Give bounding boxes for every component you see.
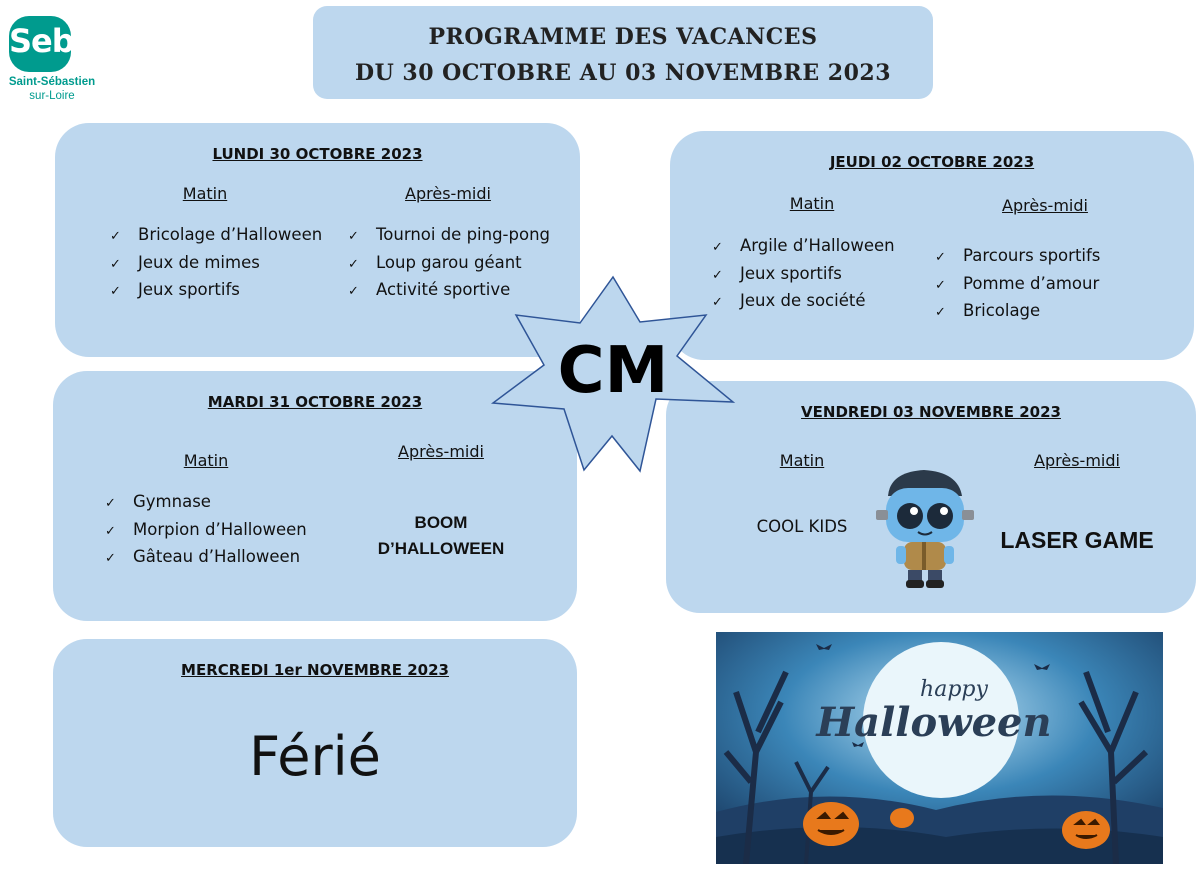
afternoon-label: Après-midi: [1002, 196, 1088, 215]
holiday-text: Férié: [249, 725, 381, 788]
afternoon-activity: [353, 510, 529, 562]
halloween-image-text-line1: happy: [920, 677, 988, 702]
list-item: ✓ Gymnase: [105, 489, 307, 517]
day-title: MERCREDI 1er NOVEMBRE 2023: [181, 661, 449, 679]
list-item: ✓ Bricolage d’Halloween: [110, 222, 322, 250]
list-item: ✓ Gâteau d’Halloween: [105, 544, 307, 572]
morning-label: Matin: [182, 184, 228, 203]
list-item: ✓ Jeux de mimes: [110, 250, 322, 278]
afternoon-activity-line2: D’HALLOWEEN: [377, 539, 505, 558]
afternoon-label: Après-midi: [405, 184, 491, 203]
halloween-image-text-line2: Halloween: [816, 699, 1052, 746]
morning-activity: COOL KIDS: [756, 517, 848, 536]
day-title: MARDI 31 OCTOBRE 2023: [207, 393, 423, 411]
header-banner: [313, 6, 933, 99]
afternoon-activity-line1: BOOM: [414, 513, 468, 532]
list-item: ✓ Argile d’Halloween: [712, 233, 895, 261]
logo-line1: Saint-Sébastien: [8, 76, 96, 88]
morning-list: [712, 233, 895, 316]
logo-line2: sur-Loire: [29, 90, 75, 102]
list-item: ✓ Tournoi de ping-pong: [348, 222, 550, 250]
list-item: ✓ Morpion d’Halloween: [105, 517, 307, 545]
logo-badge-text: Seb: [9, 22, 74, 60]
day-title: JEUDI 02 OCTOBRE 2023: [829, 153, 1035, 171]
group-label: CM: [557, 334, 669, 408]
list-item: ✓ Jeux sportifs: [712, 261, 895, 289]
day-title: VENDREDI 03 NOVEMBRE 2023: [801, 403, 1061, 421]
list-item: ✓ Jeux sportifs: [110, 277, 322, 305]
card-mercredi: [53, 639, 577, 847]
list-item: ✓ Bricolage: [935, 298, 1100, 326]
list-item: ✓ Jeux de société: [712, 288, 895, 316]
morning-list: [110, 222, 322, 305]
header-dates: DU 30 OCTOBRE AU 03 NOVEMBRE 2023: [354, 60, 891, 86]
monster-illustration: [870, 466, 978, 590]
card-jeudi: [670, 131, 1194, 360]
afternoon-list: [935, 243, 1100, 326]
happy-halloween-image: [716, 632, 1163, 864]
list-item: ✓ Parcours sportifs: [935, 243, 1100, 271]
header-title: PROGRAMME DES VACANCES: [428, 24, 818, 50]
list-item: ✓ Activité sportive: [348, 277, 550, 305]
morning-label: Matin: [789, 194, 835, 213]
morning-label: Matin: [779, 451, 825, 470]
afternoon-label: Après-midi: [398, 442, 484, 461]
afternoon-label: Après-midi: [1034, 451, 1120, 470]
morning-label: Matin: [183, 451, 229, 470]
list-item: ✓ Pomme d’amour: [935, 271, 1100, 299]
morning-list: [105, 489, 307, 572]
afternoon-activity: LASER GAME: [1000, 527, 1154, 553]
logo: [2, 10, 102, 105]
day-title: LUNDI 30 OCTOBRE 2023: [212, 145, 423, 163]
list-item: ✓ Loup garou géant: [348, 250, 550, 278]
